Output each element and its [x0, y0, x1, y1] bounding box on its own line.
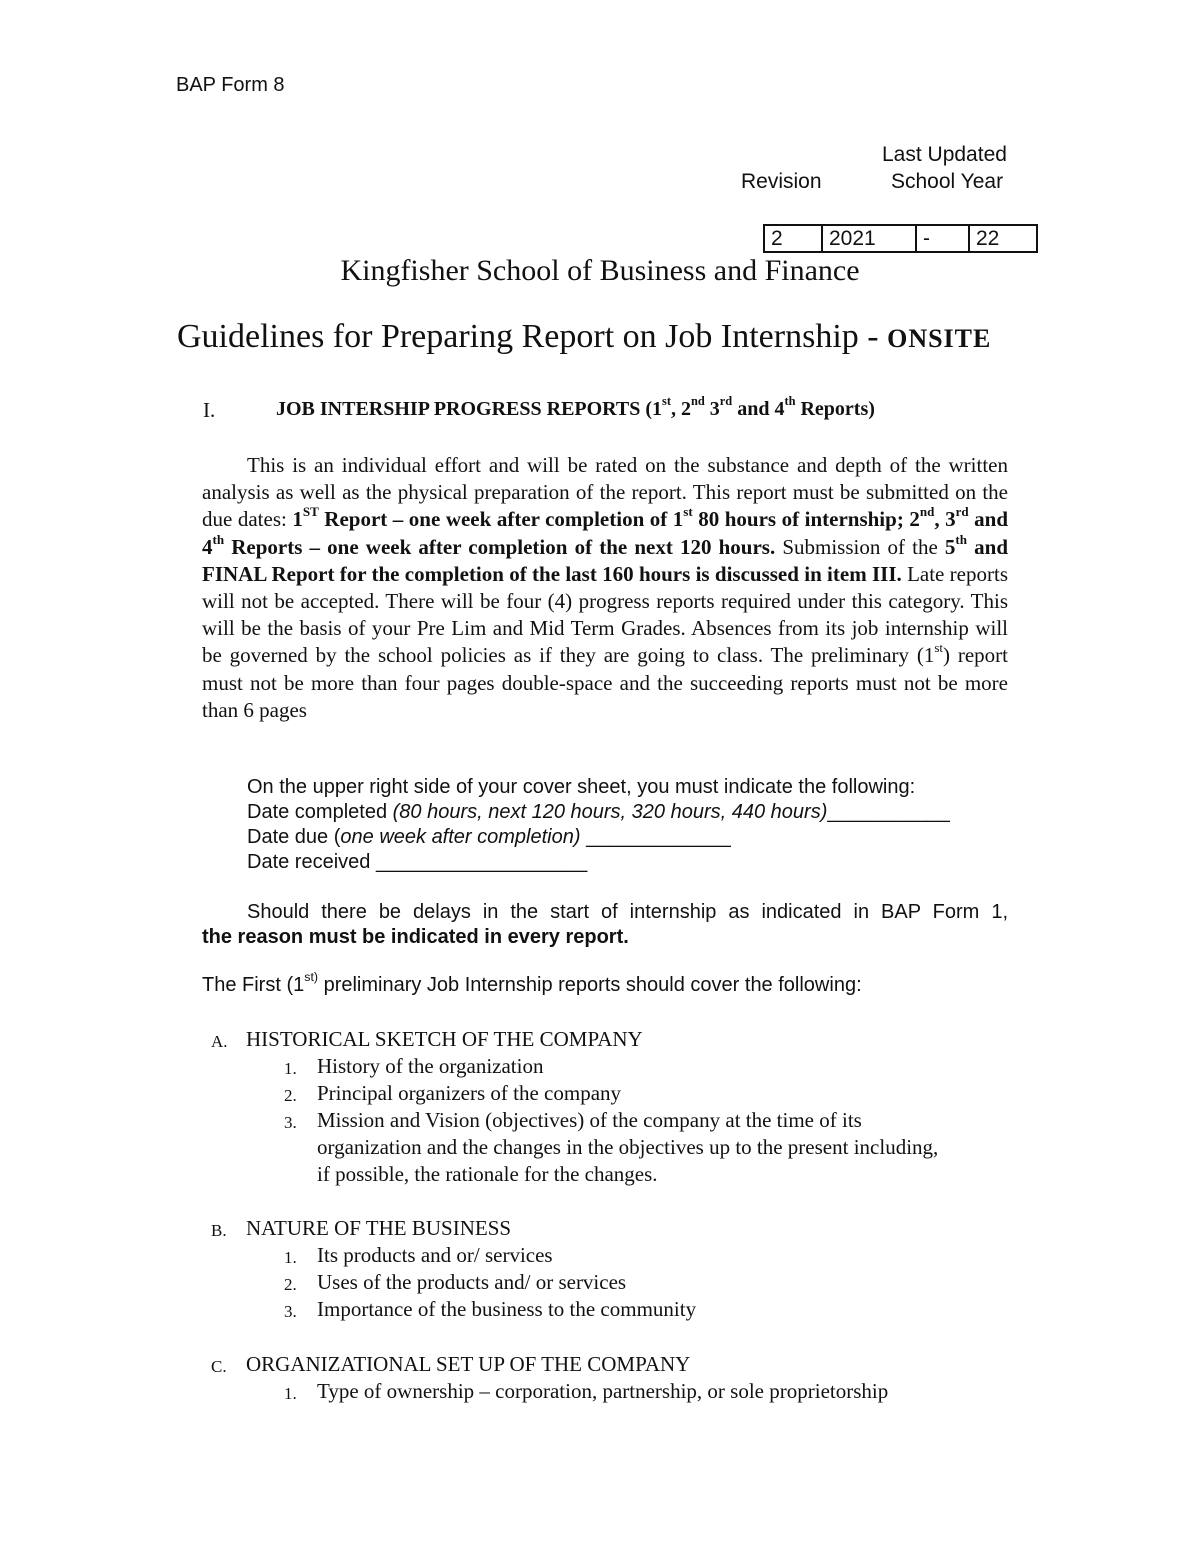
section-title-text: JOB INTERSHIP PROGRESS REPORTS (1 — [276, 398, 663, 420]
section-title-sup: th — [784, 394, 796, 409]
paragraph-text: Reports – one week after completion of the next 120 hours. — [224, 534, 776, 559]
school-year-label: School Year — [891, 170, 1004, 193]
date-completed-line — [247, 801, 950, 824]
paragraph-sup: nd — [919, 504, 935, 520]
section-title-sup: st — [662, 394, 671, 409]
paragraph-sup: ST — [302, 504, 319, 520]
paragraph-sup: th — [212, 531, 225, 547]
revision-table — [763, 224, 1038, 253]
section-title-text: 3 — [704, 398, 720, 420]
section-c-letter: C. — [211, 1357, 227, 1376]
revision-value: 2 — [764, 225, 822, 252]
year-dash: - — [916, 225, 969, 252]
paragraph-text: 5 — [944, 534, 956, 559]
first-report-intro — [202, 970, 862, 997]
section-title-text: Reports) — [795, 398, 875, 420]
delay-note — [202, 900, 1008, 950]
paragraph-sup: st — [683, 504, 693, 520]
section-b-item: Uses of the products and/ or services — [317, 1270, 627, 1294]
date-due-hint: one week after completion) — [340, 826, 581, 848]
section-title-text: and 4 — [732, 398, 785, 420]
paragraph-sup: th — [955, 531, 967, 547]
section-a-item: Principal organizers of the company — [317, 1081, 622, 1105]
section-a-item-number: 1. — [284, 1059, 297, 1078]
section-title-sup: nd — [691, 394, 705, 409]
section-title — [276, 394, 875, 421]
paragraph-text: ) report must not be more than four pages double-space and the succeeding reports must not be more than 6 pages — [202, 643, 1008, 722]
title-main: Guidelines for Preparing Report on Job Internship - — [177, 318, 888, 355]
paragraph-text: and 4 — [202, 507, 1009, 559]
date-due-blank: _____________ — [580, 826, 731, 848]
section-a-item: History of the organization — [317, 1054, 544, 1078]
paragraph-text: , 3 — [934, 507, 956, 532]
form-label: BAP Form 8 — [176, 74, 285, 96]
paragraph-text: 80 hours of internship; 2 — [692, 507, 920, 532]
date-due-label: Date due ( — [247, 826, 341, 848]
first-report-text: preliminary Job Internship reports should cover the following: — [318, 974, 862, 996]
year-start: 2021 — [822, 225, 916, 252]
section-title-sup: rd — [719, 394, 733, 409]
section-a-letter: A. — [211, 1032, 228, 1051]
year-end: 22 — [969, 225, 1037, 252]
paragraph-text: This is an individual effort and will be rated on the substance and depth of the written analysis as well as the physical preparation of the report. This report must be submitted on the due dates: — [202, 453, 1008, 532]
date-received-blank: ___________________ — [375, 851, 588, 873]
delay-note-emphasis: the reason must be indicated in every report. — [202, 926, 629, 948]
cover-sheet-intro: On the upper right side of your cover sheet, you must indicate the following: — [247, 776, 916, 798]
section-a-title: HISTORICAL SKETCH OF THE COMPANY — [246, 1027, 643, 1051]
date-received-label: Date received — [247, 851, 376, 873]
paragraph-text: and FINAL Report for the completion of the last 160 hours is discussed in item III. — [202, 534, 1008, 586]
section-c-title: ORGANIZATIONAL SET UP OF THE COMPANY — [246, 1352, 691, 1376]
section-title-text: , 2 — [671, 398, 691, 420]
section-c-item: Type of ownership – corporation, partnership, or sole proprietorship — [317, 1379, 889, 1403]
paragraph-text: Report – one week after completion of 1 — [318, 507, 684, 532]
first-report-sup: st) — [304, 970, 319, 985]
title-tag: ONSITE — [887, 324, 992, 353]
date-completed-label: Date completed — [247, 801, 393, 823]
section-a-item-continued: if possible, the rationale for the changes. — [317, 1162, 658, 1186]
date-completed-blank: ___________ — [827, 801, 950, 823]
paragraph-sup: st — [934, 640, 944, 656]
section-b-item-number: 3. — [284, 1302, 297, 1321]
section-c-item-number: 1. — [284, 1384, 297, 1403]
section-a-item-number: 2. — [284, 1086, 297, 1105]
date-completed-hint: (80 hours, next 120 hours, 320 hours, 440 hours) — [392, 801, 828, 823]
paragraph-sup: rd — [955, 504, 969, 520]
paragraph-text: Late reports will not be accepted. There will be four (4) progress reports required under this category. This will be the basis of your Pre Lim and Mid Term Grades. Absences from its job internship will be governed by the school policies as if they are going to class. The preliminary (1 — [202, 561, 1008, 668]
section-b-letter: B. — [211, 1221, 227, 1240]
last-updated-label: Last Updated — [882, 143, 1007, 166]
section-b-item: Importance of the business to the community — [317, 1297, 697, 1321]
date-due-line — [247, 826, 731, 849]
revision-label: Revision — [741, 170, 822, 193]
delay-note-line: Should there be delays in the start of internship as indicated in BAP Form 1, — [247, 901, 1008, 923]
section-b-item: Its products and or/ services — [317, 1243, 553, 1267]
section-a-item-number: 3. — [284, 1113, 297, 1132]
section-number: I. — [203, 398, 216, 422]
paragraph-text: 1 — [292, 507, 303, 532]
paragraph-text: Submission of the — [775, 534, 945, 559]
section-b-item-number: 2. — [284, 1275, 297, 1294]
instructions-paragraph — [202, 452, 1008, 724]
section-b-title: NATURE OF THE BUSINESS — [246, 1216, 512, 1240]
first-report-text: The First (1 — [202, 974, 305, 996]
school-name: Kingfisher School of Business and Finance — [340, 254, 860, 287]
section-a-item: Mission and Vision (objectives) of the company at the time of its — [317, 1108, 862, 1132]
section-a-item-continued: organization and the changes in the objectives up to the present including, — [317, 1135, 939, 1159]
document-title — [177, 318, 991, 356]
date-received-line — [247, 851, 587, 874]
section-b-item-number: 1. — [284, 1248, 297, 1267]
